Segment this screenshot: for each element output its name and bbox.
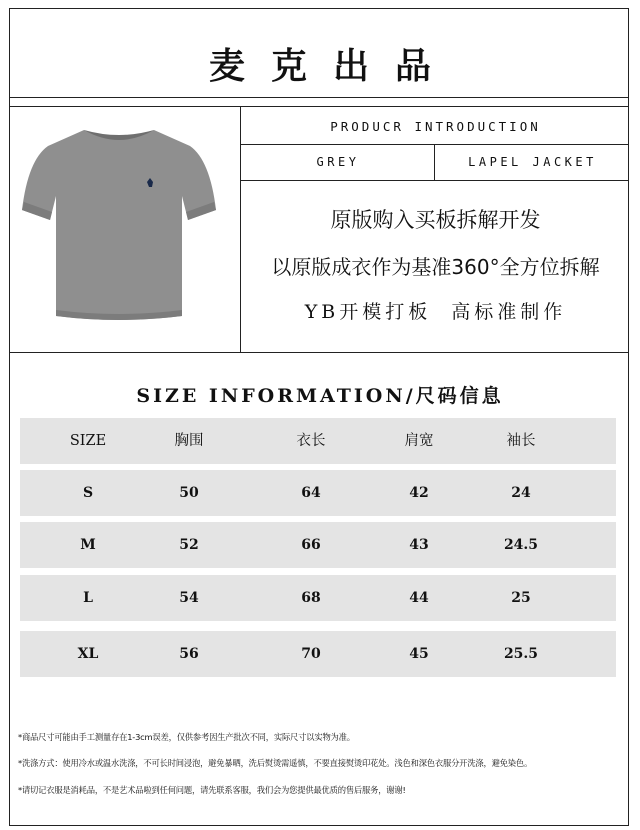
- section-divider: [9, 352, 629, 353]
- table-row: [20, 631, 616, 677]
- cell-sleeve: 25.5: [503, 646, 539, 662]
- cell-sleeve: 25: [511, 590, 531, 606]
- cell-chest: 54: [179, 590, 199, 606]
- cell-length: 64: [301, 485, 321, 501]
- cell-size: L: [83, 590, 93, 606]
- header-size: SIZE: [69, 433, 107, 449]
- product-color: GREY: [316, 155, 360, 169]
- title-divider-bottom: [9, 106, 629, 107]
- header-shoulder: 肩宽: [404, 433, 434, 449]
- cell-shoulder: 42: [409, 485, 429, 501]
- note-service: *请切记衣服是消耗品，不是艺术品啦到任何问题，请先联系客服，我们会为您提供最优质的售后服务，谢谢!: [18, 785, 406, 795]
- spec-divider-vertical: [434, 144, 435, 180]
- note-measurement: *商品尺寸可能由手工测量存在1-3cm误差，仅供参考因生产批次不同，实际尺寸以实物为准。: [18, 732, 355, 742]
- cell-shoulder: 44: [409, 590, 429, 606]
- cell-chest: 56: [179, 646, 199, 662]
- cell-length: 68: [301, 590, 321, 606]
- table-row: [20, 575, 616, 621]
- size-info-title: SIZE INFORMATION/尺码信息: [136, 385, 504, 407]
- product-desc-line3: YB开模打板 高标准制作: [304, 301, 567, 323]
- product-desc-line2: 以原版成衣作为基准360°全方位拆解: [271, 255, 600, 279]
- table-row: [20, 470, 616, 516]
- header-chest: 胸围: [174, 433, 204, 449]
- cell-size: XL: [77, 646, 99, 662]
- cell-chest: 50: [179, 485, 199, 501]
- cell-chest: 52: [179, 537, 199, 553]
- cell-size: M: [80, 537, 96, 553]
- cell-shoulder: 43: [409, 537, 429, 553]
- cell-sleeve: 24.5: [503, 537, 539, 553]
- product-tshirt-image: [14, 120, 224, 335]
- product-intro-label: PRODUCR INTRODUCTION: [330, 119, 541, 134]
- cell-length: 66: [301, 537, 321, 553]
- brand-title: 麦克出品: [208, 45, 457, 87]
- cell-length: 70: [301, 646, 321, 662]
- cell-shoulder: 45: [409, 646, 429, 662]
- note-washing: *洗涤方式：使用冷水或温水洗涤，不可长时间浸泡，避免暴晒，洗后熨烫需遥慎，不要直接熨烫印花处。浅色和深色衣服分开洗涤，避免染色。: [18, 758, 533, 768]
- header-sleeve: 袖长: [506, 433, 536, 449]
- spec-divider: [240, 180, 629, 181]
- header-length: 衣长: [296, 433, 326, 449]
- table-row: [20, 522, 616, 568]
- cell-sleeve: 24: [511, 485, 531, 501]
- cell-size: S: [82, 485, 94, 501]
- product-desc-line1: 原版购入买板拆解开发: [330, 208, 541, 232]
- product-type: LAPEL JACKET: [468, 155, 597, 169]
- size-table-header: [20, 418, 616, 464]
- title-divider-top: [9, 97, 629, 98]
